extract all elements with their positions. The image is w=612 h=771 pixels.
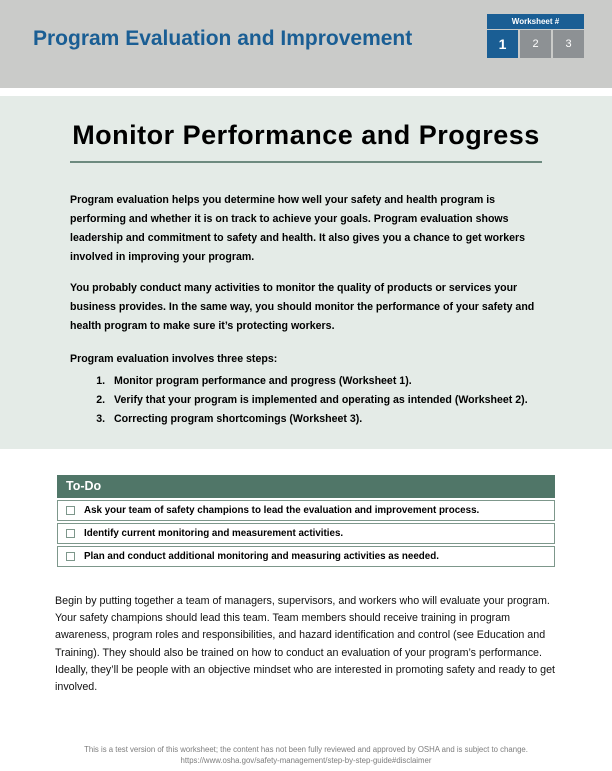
intro-paragraph-1: Program evaluation helps you determine how well your safety and health program is performing and whether it is on track to achieve your goals. Program evaluation shows leadership and commitment to safety and health. It also gives you a chance to get workers involved in improving your program. (70, 194, 526, 263)
todo-section (57, 475, 555, 567)
closing-paragraph: Begin by putting together a team of managers, supervisors, and workers who will evaluate your program. Your safety champions should lead this team. Team members should receive training in program awareness, program roles and responsibilities, and hazard identification and control (see Education and Training). They should also be trained on how to conduct an evaluation of your program’s performance. Ideally, they’ll be people with an objective mindset who are interested in promoting safety and ready to get involved. (55, 595, 556, 694)
worksheet-tab-1[interactable]: 1 (487, 30, 518, 58)
worksheet-tab-2[interactable]: 2 (520, 30, 551, 58)
todo-item-label: Ask your team of safety champions to lead the evaluation and improvement process. (84, 505, 480, 516)
document-title: Program Evaluation and Improvement (33, 27, 413, 50)
worksheet-tab-3[interactable]: 3 (553, 30, 584, 58)
evaluation-steps-list (108, 372, 542, 429)
disclaimer-text: This is a test version of this worksheet; the content has not been fully reviewed and approved by OSHA and is subject to change. (84, 745, 528, 754)
content-section (0, 96, 612, 449)
todo-row-2 (57, 523, 555, 544)
todo-checkbox-1[interactable] (66, 506, 75, 515)
intro-paragraph-2: You probably conduct many activities to monitor the quality of products or services your business provides. In the same way, you should monitor the performance of your safety and health program to make sure it’s protecting workers. (70, 282, 535, 332)
steps-intro: Program evaluation involves three steps: (70, 353, 278, 365)
todo-item-label: Identify current monitoring and measurement activities. (84, 528, 344, 539)
page-title: Monitor Performance and Progress (72, 120, 540, 150)
evaluation-step-2: 2. Verify that your program is implemented and operating as intended (Worksheet 2). (108, 391, 542, 410)
worksheet-number-cells (487, 30, 584, 58)
worksheet-number-badge (487, 14, 584, 58)
todo-checkbox-2[interactable] (66, 529, 75, 538)
evaluation-step-3: 3. Correcting program shortcomings (Worksheet 3). (108, 410, 542, 429)
page-footer (0, 744, 612, 766)
title-divider (70, 161, 542, 163)
todo-row-1 (57, 500, 555, 521)
todo-row-3 (57, 546, 555, 567)
evaluation-step-1: 1. Monitor program performance and progress (Worksheet 1). (108, 372, 542, 391)
worksheet-badge-label: Worksheet # (487, 14, 584, 29)
disclaimer-link[interactable]: https://www.osha.gov/safety-management/step-by-step-guide#disclaimer (180, 756, 432, 765)
todo-header: To-Do (57, 475, 555, 498)
band-divider (0, 88, 612, 96)
todo-item-label: Plan and conduct additional monitoring and measuring activities as needed. (84, 551, 439, 562)
todo-checkbox-3[interactable] (66, 552, 75, 561)
page-header (0, 0, 612, 88)
